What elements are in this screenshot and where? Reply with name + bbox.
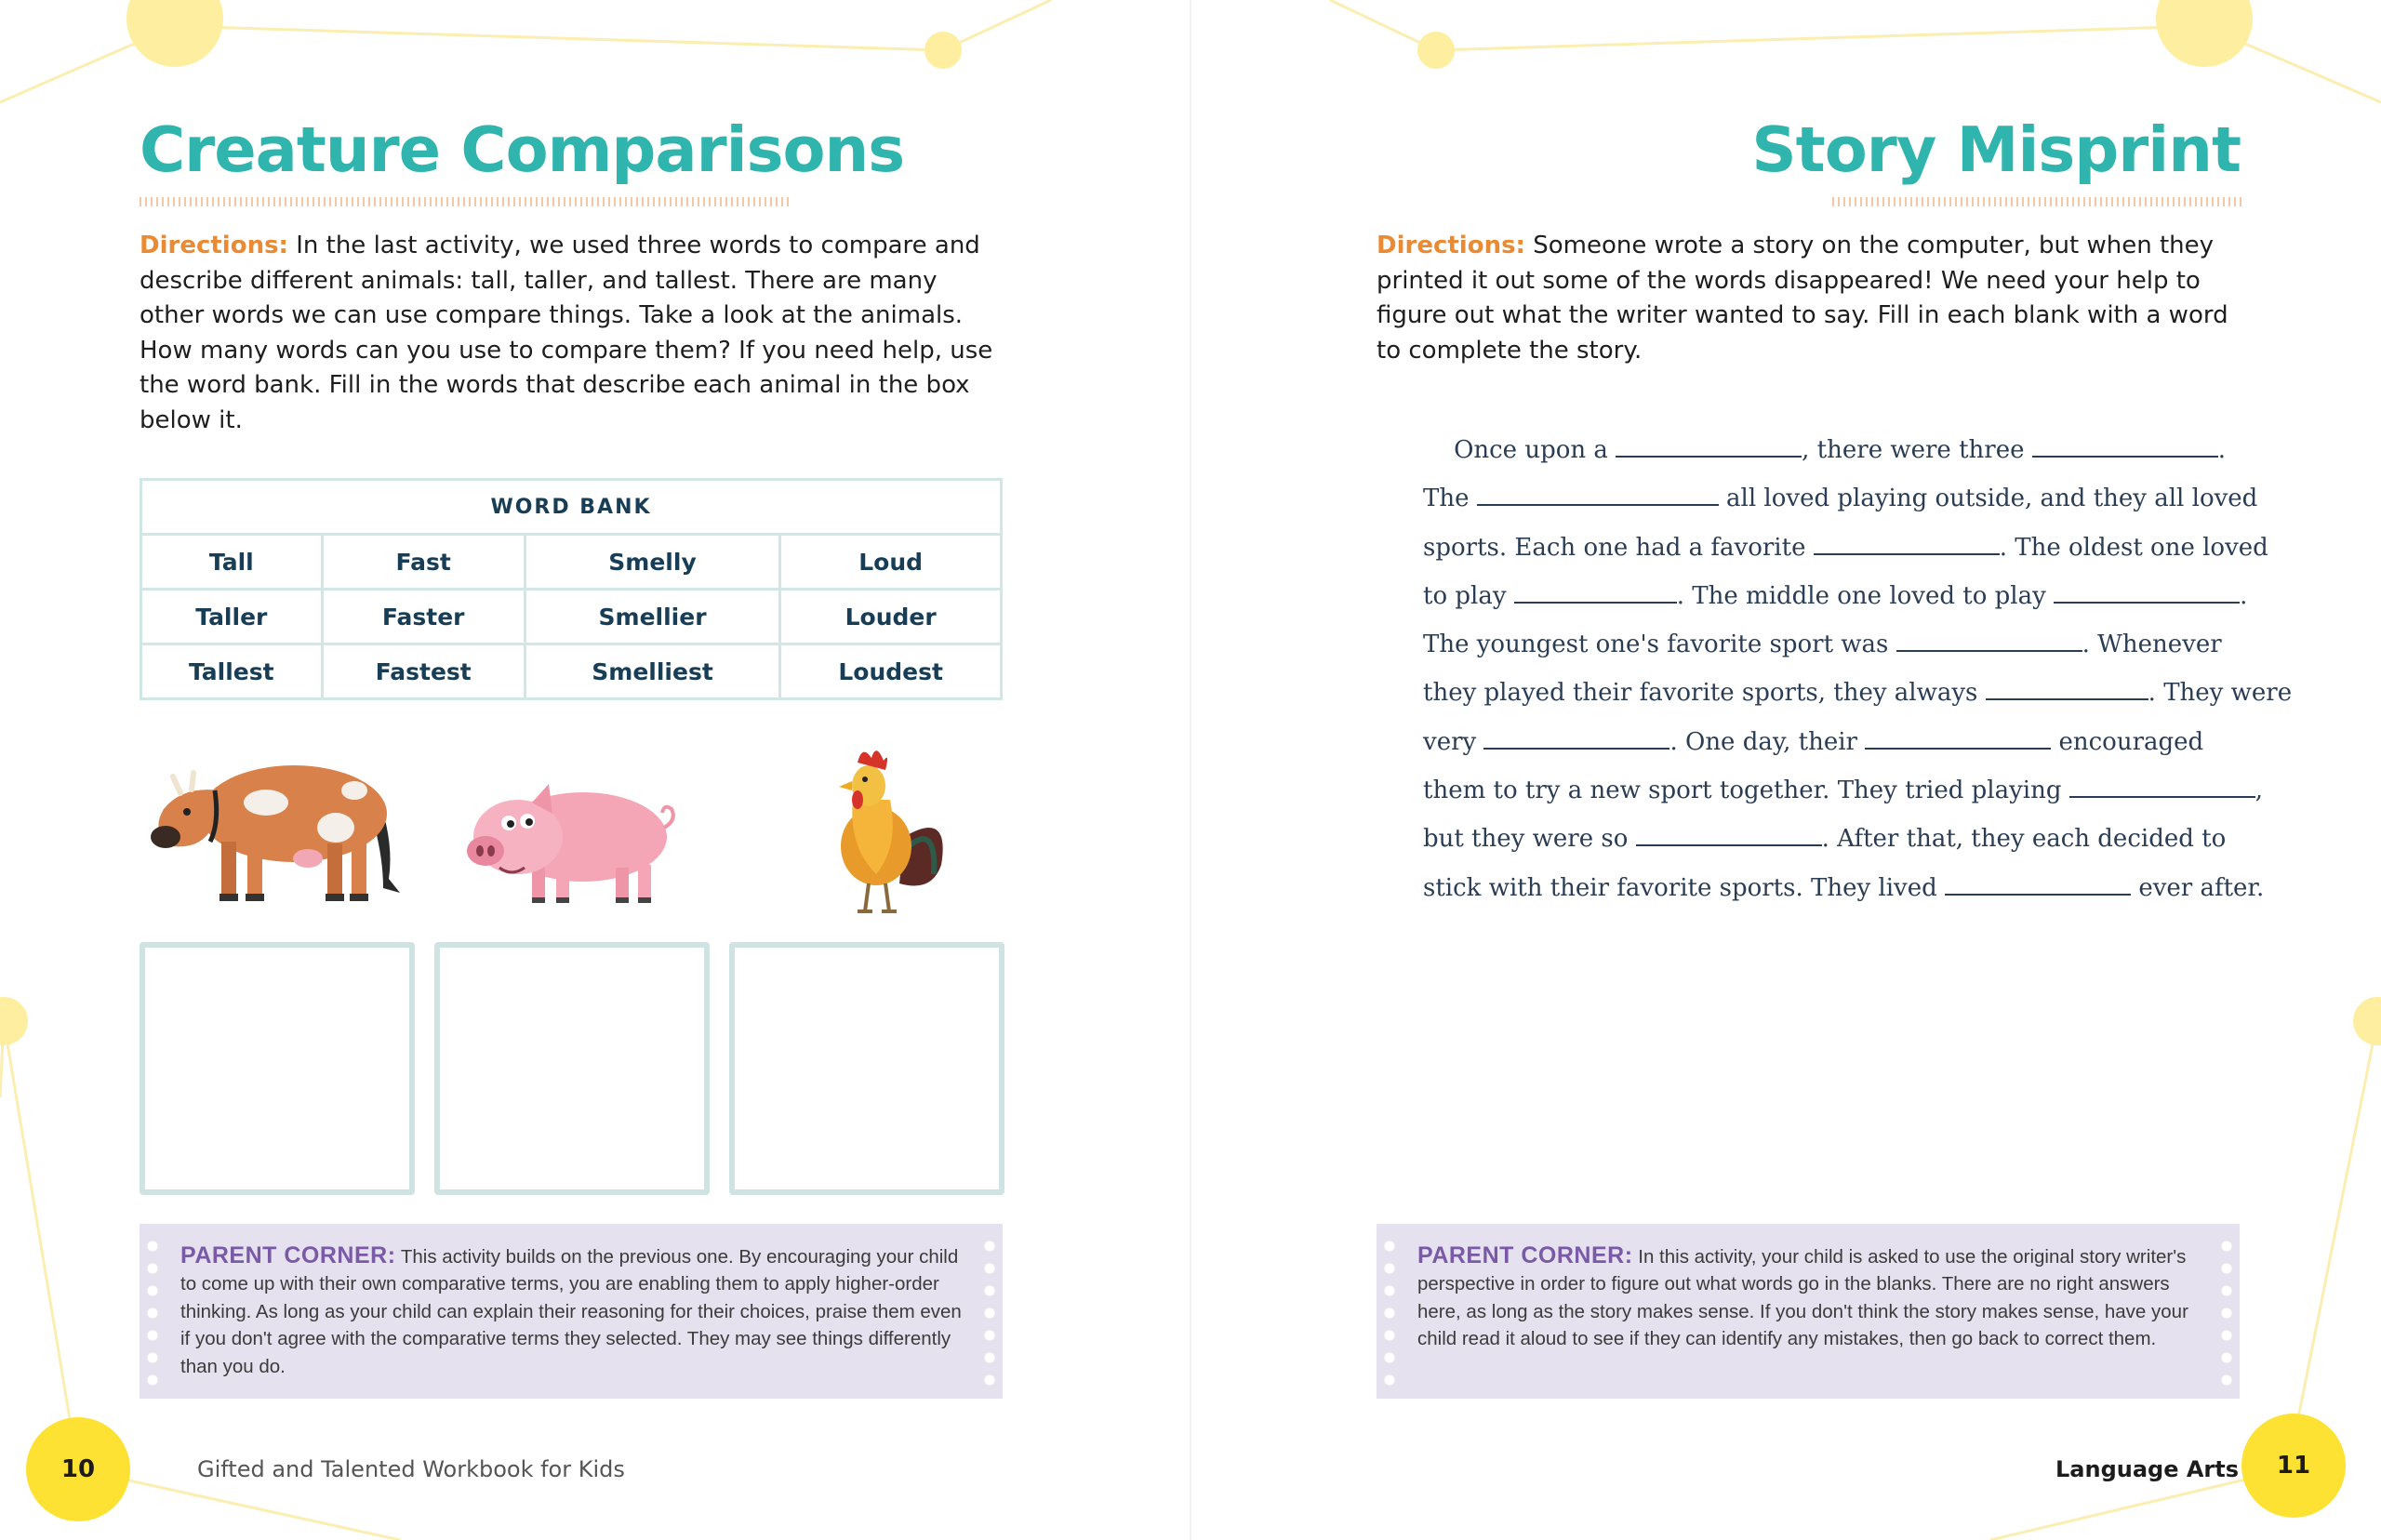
directions bbox=[1377, 229, 2237, 368]
word-bank bbox=[140, 478, 1003, 700]
story-line bbox=[1423, 620, 2223, 669]
story-blank[interactable] bbox=[1477, 480, 1719, 506]
story-blank[interactable] bbox=[1896, 626, 2082, 652]
story-line bbox=[1423, 572, 2248, 620]
story-line bbox=[1423, 815, 2227, 863]
story-text-segment: to play bbox=[1423, 581, 1507, 610]
story-line bbox=[1423, 524, 2268, 572]
pig-answer-box[interactable] bbox=[434, 942, 710, 1195]
story-text-segment: stick with their favorite sports. They lived bbox=[1423, 873, 1937, 902]
word-bank-cell: Tallest bbox=[141, 644, 323, 699]
parent-corner-box bbox=[140, 1224, 1003, 1399]
parent-corner bbox=[1417, 1242, 2201, 1353]
story-text-segment: . One day, their bbox=[1669, 727, 1857, 756]
story-text-segment: very bbox=[1423, 727, 1477, 756]
story-text-segment: them to try a new sport together. They tried playing bbox=[1423, 777, 2062, 805]
word-bank-cell: Fast bbox=[322, 535, 525, 590]
story-blank[interactable] bbox=[2054, 578, 2240, 604]
story-blank[interactable] bbox=[1945, 870, 2131, 896]
story-line bbox=[1423, 864, 2265, 912]
page-number: 10 bbox=[26, 1417, 130, 1521]
cow-answer-box[interactable] bbox=[140, 942, 415, 1195]
directions bbox=[140, 229, 1000, 439]
story-text-segment: . bbox=[2217, 436, 2226, 464]
story-text-segment: . bbox=[2240, 581, 2248, 610]
story-line bbox=[1423, 426, 2226, 474]
parent-corner bbox=[180, 1242, 964, 1380]
footer-book-title: Gifted and Talented Workbook for Kids bbox=[197, 1456, 625, 1482]
story-text-segment: but they were so bbox=[1423, 825, 1629, 854]
pig-illustration bbox=[467, 777, 681, 907]
word-bank-cell: Fastest bbox=[322, 644, 525, 699]
word-bank-cell: Smellier bbox=[525, 590, 780, 644]
story-blank[interactable] bbox=[1616, 431, 1802, 458]
story-text-segment: they played their favorite sports, they always bbox=[1423, 679, 1978, 708]
story-blank[interactable] bbox=[2069, 772, 2255, 798]
word-bank-cell: Louder bbox=[780, 590, 1002, 644]
story-text-segment: ever after. bbox=[2138, 873, 2265, 902]
story-text-segment: . The oldest one loved bbox=[1999, 533, 2268, 562]
story-text-segment: The youngest one's favorite sport was bbox=[1423, 631, 1889, 659]
rooster-illustration bbox=[811, 735, 951, 916]
story-text-segment: . The middle one loved to play bbox=[1676, 581, 2046, 610]
page-title: Creature Comparisons bbox=[140, 113, 905, 186]
story-blank[interactable] bbox=[1814, 529, 2000, 555]
story-text-segment: sports. Each one had a favorite bbox=[1423, 533, 1806, 562]
parent-corner-label: PARENT CORNER: bbox=[1417, 1242, 1633, 1268]
story-blank[interactable] bbox=[1865, 724, 2051, 750]
directions-text: In the last activity, we used three words to compare and describe different animals: tall, taller, and tallest. There are many other words we can use compare things. Take a look at the animals. How many words can you use to compare them? If you need help, use the word bank. Fill in the words that describe each animal in the box below it. bbox=[140, 232, 993, 434]
title-underline bbox=[140, 197, 789, 206]
word-bank-cell: Taller bbox=[141, 590, 323, 644]
page-number: 11 bbox=[2241, 1414, 2346, 1518]
word-bank-cell: Faster bbox=[322, 590, 525, 644]
directions-label: Directions: bbox=[1377, 232, 1525, 259]
page-title: Story Misprint bbox=[1751, 113, 2241, 186]
story-blank[interactable] bbox=[1483, 724, 1669, 750]
word-bank-cell: Smelly bbox=[525, 535, 780, 590]
parent-corner-label: PARENT CORNER: bbox=[180, 1242, 396, 1268]
word-bank-cell: Loudest bbox=[780, 644, 1002, 699]
directions-label: Directions: bbox=[140, 232, 288, 259]
story-blank[interactable] bbox=[1514, 578, 1677, 604]
story-text-segment: encouraged bbox=[2058, 727, 2204, 756]
rooster-answer-box[interactable] bbox=[729, 942, 1004, 1195]
directions-text: Someone wrote a story on the computer, but when they printed it out some of the words disappeared! We need your help to figure out what the writer wanted to say. Fill in each blank with a word to complete the story. bbox=[1377, 232, 2228, 365]
word-bank-cell: Loud bbox=[780, 535, 1002, 590]
story-line bbox=[1423, 766, 2264, 815]
story-text-segment: . After that, they each decided to bbox=[1821, 825, 2227, 854]
word-bank-cell: Tall bbox=[141, 535, 323, 590]
story-text-segment: Once upon a bbox=[1454, 436, 1608, 464]
cow-illustration bbox=[145, 739, 406, 907]
story-blank[interactable] bbox=[1986, 674, 2148, 700]
story-blank[interactable] bbox=[1636, 820, 1822, 846]
story-text-segment: , bbox=[2255, 777, 2264, 805]
word-bank-cell: Smelliest bbox=[525, 644, 780, 699]
story-line bbox=[1423, 669, 2293, 717]
story-text-segment: , there were three bbox=[1802, 436, 2025, 464]
footer-section-title: Language Arts bbox=[2055, 1456, 2240, 1482]
parent-corner-text: This activity builds on the previous one. By encouraging your child to come up with their own comparative terms, you are enabling them to apply higher-order thinking. As long as your child can explain their reasoning for their choices, praise them even if you don't agree with the comparative terms they selected. They may see things differently than you do. bbox=[180, 1246, 962, 1377]
story-text-segment: . They were bbox=[2148, 679, 2293, 708]
story-text-segment: all loved playing outside, and they all loved bbox=[1726, 485, 2258, 513]
parent-corner-box bbox=[1377, 1224, 2240, 1399]
story-text-segment: . Whenever bbox=[2082, 631, 2222, 659]
title-underline bbox=[1832, 197, 2241, 206]
parent-corner-text: In this activity, your child is asked to use the original story writer's perspective in order to figure out what words go in the blanks. There are no right answers here, as long as the story makes sense. If you don't think the story makes sense, have your child read it aloud to see if they can identify any mistakes, then go back to correct them. bbox=[1417, 1246, 2188, 1350]
story-line bbox=[1423, 718, 2223, 766]
story-line bbox=[1423, 474, 2258, 523]
word-bank-header: WORD BANK bbox=[141, 480, 1002, 535]
story-text bbox=[1423, 426, 2293, 912]
story-text-segment: The bbox=[1423, 485, 1470, 513]
story-blank[interactable] bbox=[2032, 431, 2218, 458]
